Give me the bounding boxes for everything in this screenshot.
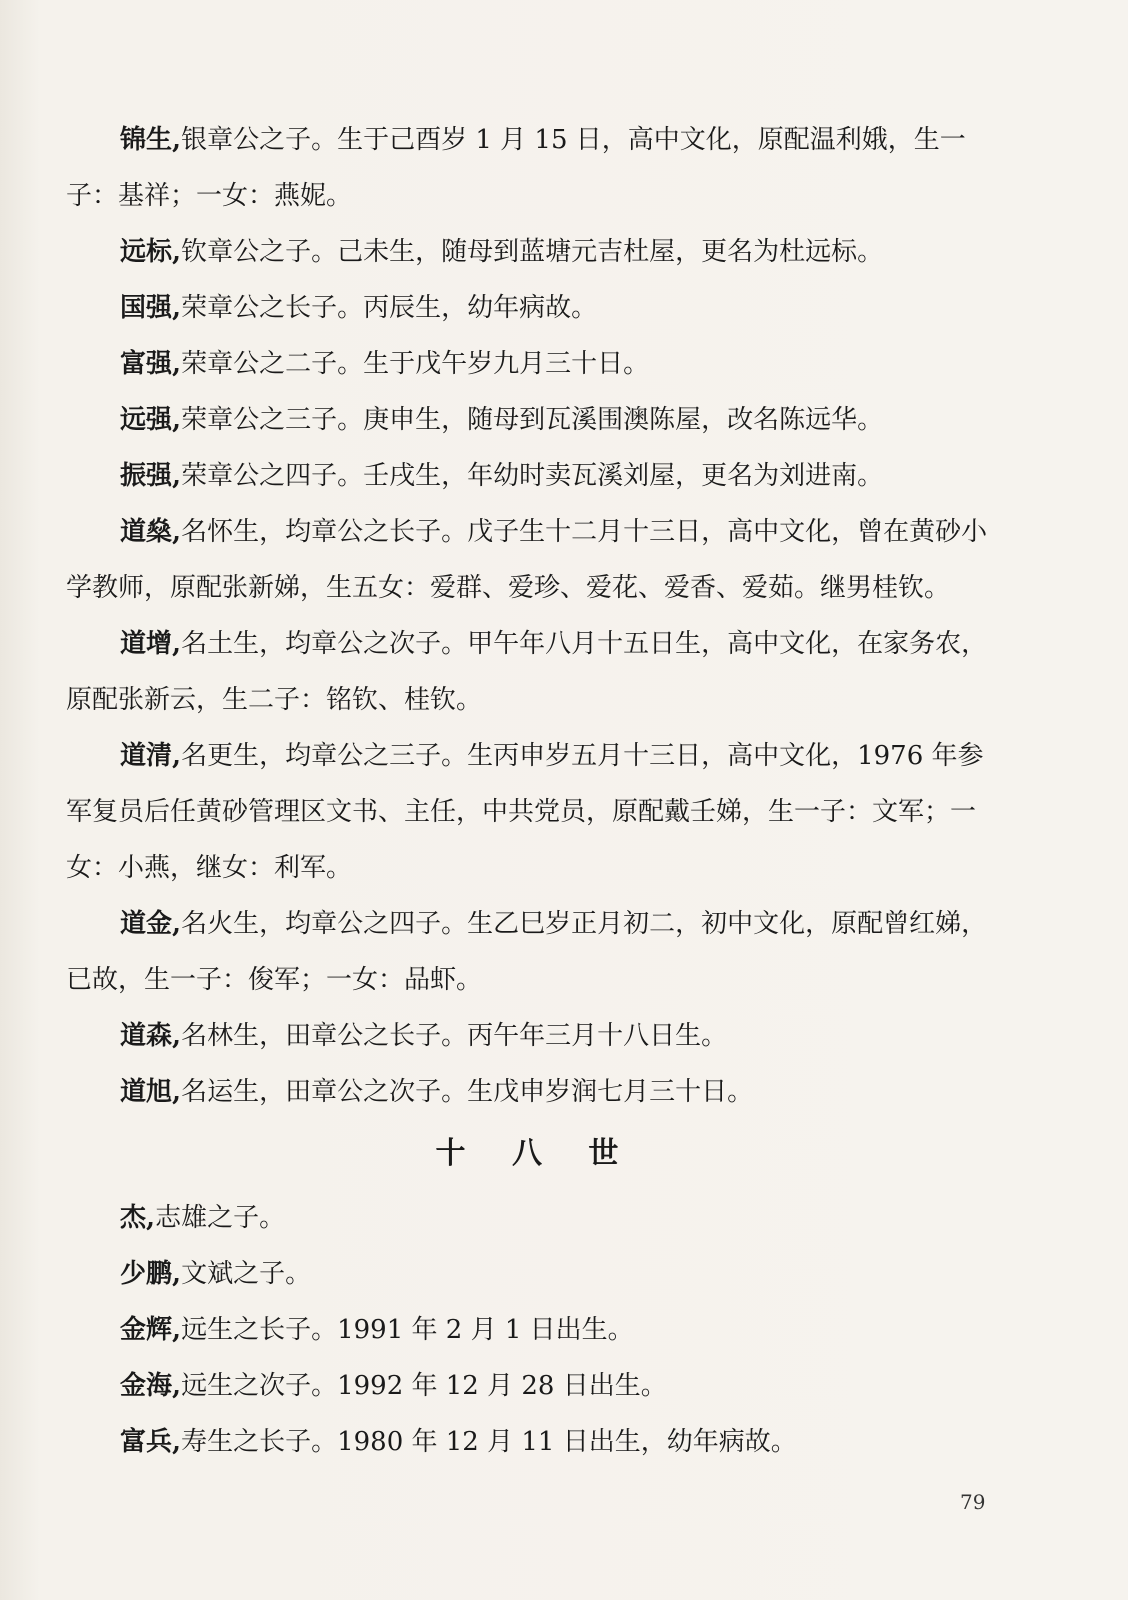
page-number: 79 [960,1490,986,1514]
entry-text: 文斌之子。 [181,1259,312,1289]
entry-text: 名怀生，均章公之长子。戊子生十二月十三日，高中文化，曾在黄砂小学教师，原配张新娣，生五女：爱群、爱珍、爱花、爱香、爱茹。继男桂钦。 [66,517,988,603]
genealogy-entry [66,1246,1006,1302]
entry-text: 钦章公之子。己未生，随母到蓝塘元吉杜屋，更名为杜远标。 [181,237,884,267]
entry-name: 道清, [120,741,182,771]
genealogy-entry [66,1302,1006,1358]
entry-name: 远标, [120,237,182,267]
genealogy-entry [66,1064,1006,1120]
entry-text: 荣章公之三子。庚申生，随母到瓦溪围澳陈屋，改名陈远华。 [181,405,884,435]
genealogy-entry [66,280,1006,336]
genealogy-entry [66,616,1006,728]
entry-text: 名更生，均章公之三子。生丙申岁五月十三日，高中文化，1976 年参军复员后任黄砂管理区文书、主任，中共党员，原配戴壬娣，生一子：文军；一女：小燕，继女：利军。 [66,741,984,883]
entry-text: 名火生，均章公之四子。生乙巳岁正月初二，初中文化，原配曾红娣，已故，生一子：俊军；一女：品虾。 [66,909,988,995]
entry-text: 远生之次子。1992 年 12 月 28 日出生。 [181,1371,667,1401]
entry-text: 远生之长子。1991 年 2 月 1 日出生。 [181,1315,634,1345]
entry-text: 寿生之长子。1980 年 12 月 11 日出生，幼年病故。 [181,1427,797,1457]
genealogy-entry [66,392,1006,448]
entry-name: 道旭, [120,1077,182,1107]
genealogy-entry [66,896,1006,1008]
genealogy-entry [66,728,1006,896]
entry-text: 荣章公之四子。壬戌生，年幼时卖瓦溪刘屋，更名为刘进南。 [181,461,884,491]
genealogy-entry [66,112,1006,224]
genealogy-entry [66,504,1006,616]
entry-name: 少鹏, [120,1259,182,1289]
entry-text: 银章公之子。生于己酉岁 1 月 15 日，高中文化，原配温利娥，生一子：基祥；一女：燕妮。 [66,125,966,211]
section-heading: 十 八 世 [435,1136,637,1171]
entry-name: 杰, [120,1203,156,1233]
entry-name: 富兵, [120,1427,182,1457]
entries-group-17th-generation [66,112,1006,1120]
genealogy-entry [66,224,1006,280]
genealogy-entry [66,1358,1006,1414]
entries-group-18th-generation [66,1190,1006,1470]
entry-name: 振强, [120,461,182,491]
entry-name: 道金, [120,909,182,939]
genealogy-entry [66,1414,1006,1470]
entry-name: 道燊, [120,517,182,547]
entry-text: 荣章公之二子。生于戊午岁九月三十日。 [181,349,650,379]
entry-text: 志雄之子。 [155,1203,286,1233]
genealogy-entry [66,448,1006,504]
entry-name: 道森, [120,1021,182,1051]
genealogy-entry [66,1008,1006,1064]
entry-name: 道增, [120,629,182,659]
entry-name: 富强, [120,349,182,379]
entry-name: 远强, [120,405,182,435]
entry-name: 国强, [120,293,182,323]
genealogy-entry [66,336,1006,392]
entry-text: 名土生，均章公之次子。甲午年八月十五日生，高中文化，在家务农，原配张新云，生二子：铭钦、桂钦。 [66,629,988,715]
entry-name: 锦生, [120,125,182,155]
page-content [66,112,1006,1470]
entry-text: 荣章公之长子。丙辰生，幼年病故。 [181,293,598,323]
entry-name: 金海, [120,1371,182,1401]
entry-name: 金辉, [120,1315,182,1345]
genealogy-entry [66,1190,1006,1246]
entry-text: 名林生，田章公之长子。丙午年三月十八日生。 [181,1021,728,1051]
entry-text: 名运生，田章公之次子。生戊申岁润七月三十日。 [181,1077,754,1107]
